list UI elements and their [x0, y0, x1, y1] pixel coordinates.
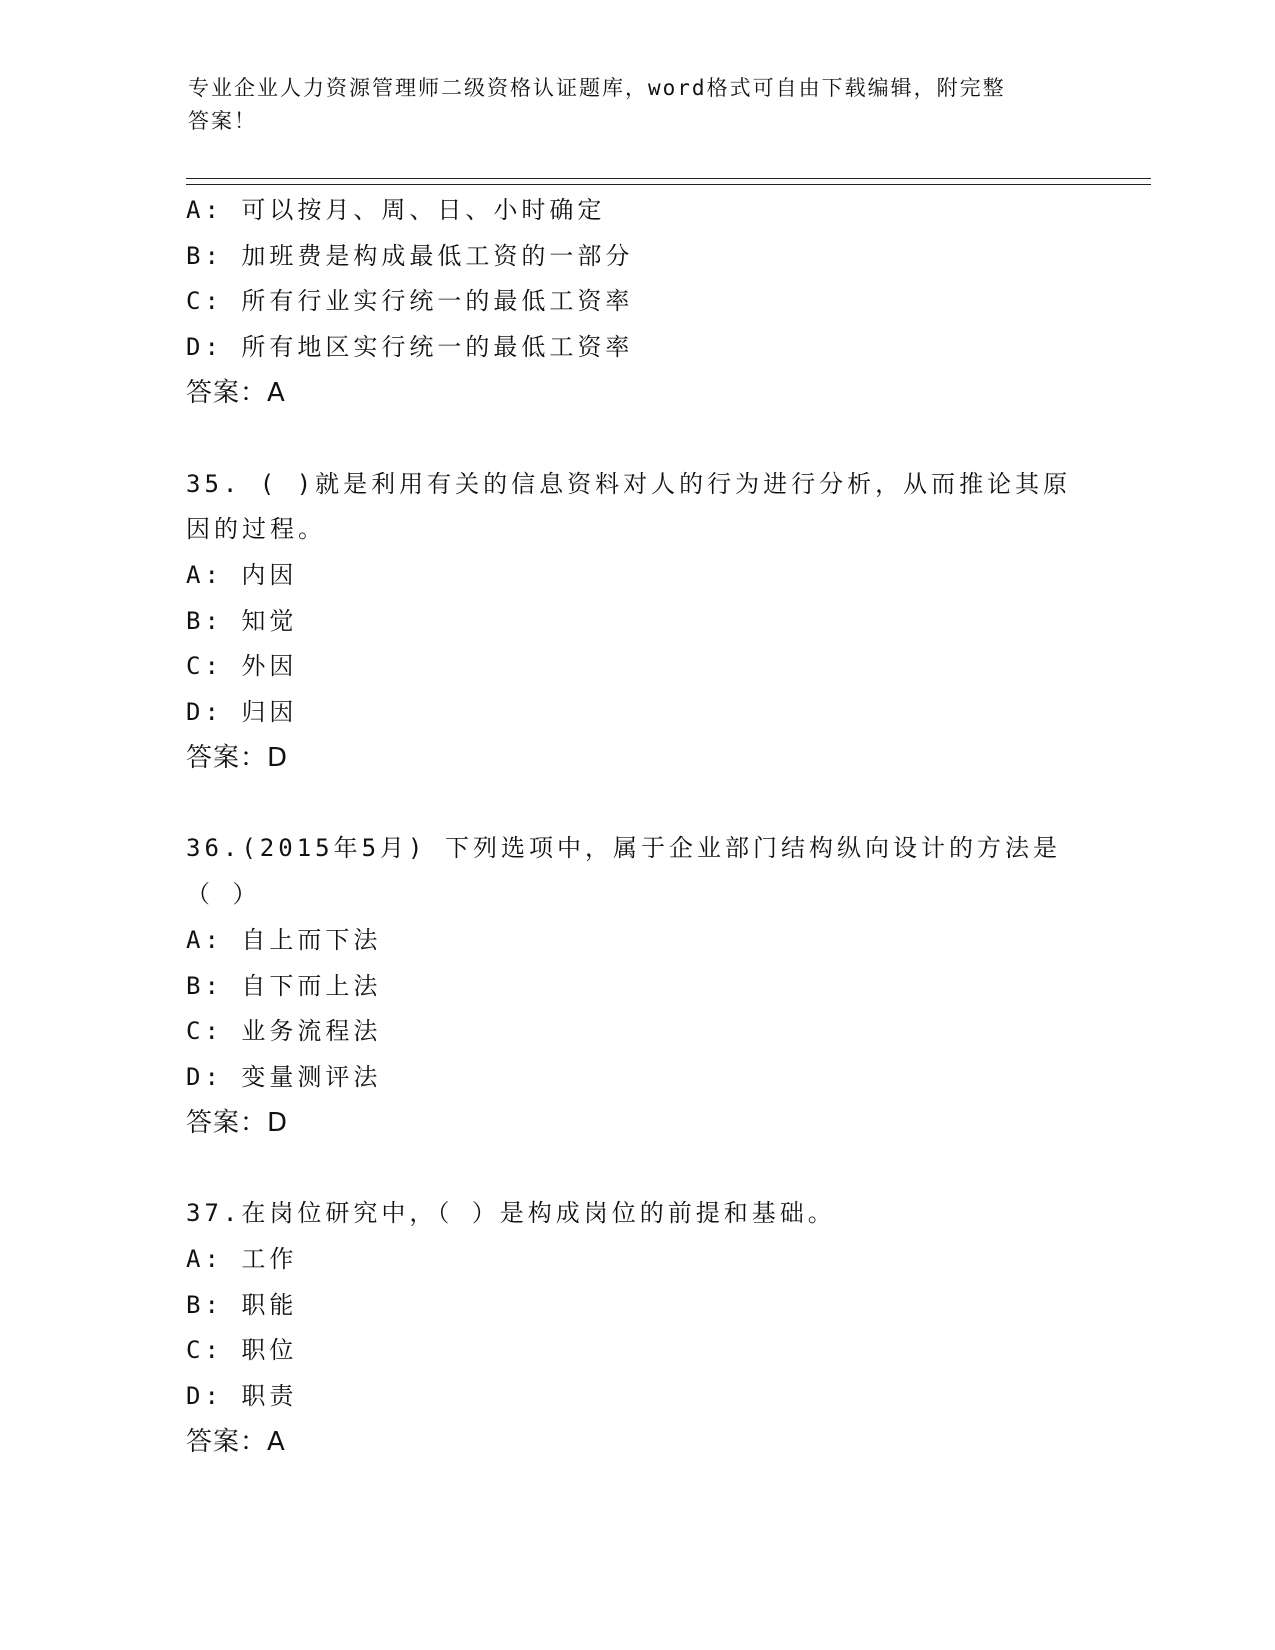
document-header — [188, 72, 1068, 138]
question-stem-line-1: 36.(2015年5月) 下列选项中，属于企业部门结构纵向设计的方法是 — [186, 834, 1061, 863]
option-c: C: 职位 — [186, 1336, 298, 1365]
question-stem-line-1: 35. ( )就是利用有关的信息资料对人的行为进行分析，从而推论其原 — [186, 469, 1072, 498]
spacer — [186, 1146, 1086, 1191]
option-c: C: 业务流程法 — [186, 1017, 382, 1046]
option-c: C: 所有行业实行统一的最低工资率 — [186, 287, 634, 316]
option-a: A: 自上而下法 — [186, 925, 382, 954]
spacer — [186, 417, 1086, 462]
option-d: D: 变量测评法 — [186, 1062, 382, 1091]
option-d: D: 归因 — [186, 698, 298, 727]
option-b: B: 职能 — [186, 1290, 298, 1319]
option-a: A: 可以按月、周、日、小时确定 — [186, 196, 606, 224]
option-d: D: 职责 — [186, 1382, 298, 1411]
answer-line: 答案：D — [186, 742, 289, 773]
option-a: A: 工作 — [186, 1245, 298, 1274]
answer-line: 答案：A — [186, 377, 286, 408]
question-37 — [186, 1191, 1086, 1465]
question-list — [186, 188, 1086, 1466]
question-35 — [186, 462, 1086, 782]
question-36 — [186, 826, 1086, 1146]
answer-line: 答案：A — [186, 1426, 286, 1457]
header-line-1: 专业企业人力资源管理师二级资格认证题库，word格式可自由下载编辑，附完整 — [188, 76, 1006, 100]
header-line-2: 答案！ — [188, 109, 257, 133]
header-divider — [186, 178, 1151, 185]
option-d: D: 所有地区实行统一的最低工资率 — [186, 333, 634, 362]
question-stem-line-2: （ ） — [186, 880, 261, 909]
option-a: A: 内因 — [186, 560, 298, 589]
answer-line: 答案：D — [186, 1107, 289, 1138]
question-34 — [186, 188, 1086, 417]
option-c: C: 外因 — [186, 652, 298, 681]
option-b: B: 加班费是构成最低工资的一部分 — [186, 241, 634, 270]
option-b: B: 自下而上法 — [186, 971, 382, 1000]
option-b: B: 知觉 — [186, 606, 298, 635]
spacer — [186, 781, 1086, 826]
question-stem-line-2: 因的过程。 — [186, 515, 326, 544]
question-stem-line-1: 37.在岗位研究中，（ ）是构成岗位的前提和基础。 — [186, 1199, 836, 1228]
